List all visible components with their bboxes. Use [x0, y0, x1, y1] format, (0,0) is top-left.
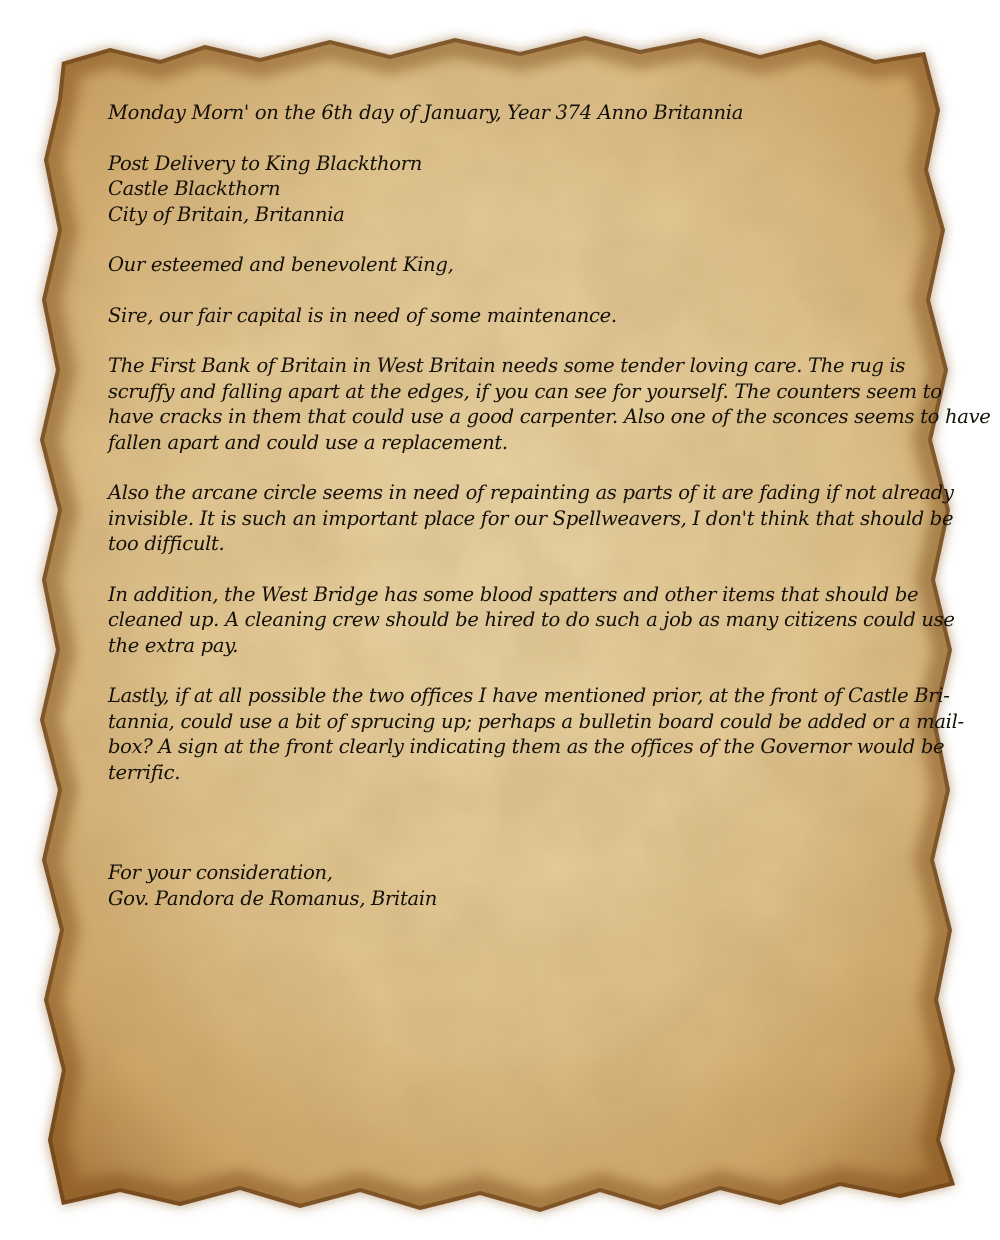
paragraph [108, 582, 955, 659]
spacer [108, 278, 898, 303]
signature: Gov. Pandora de Romanus, Britain [108, 886, 438, 910]
address-line: Castle Blackthorn [108, 177, 281, 200]
paragraph-line: box? A sign at the front clearly indicating them as the offices of the Governor would be [108, 735, 945, 758]
closing: For your consideration, [108, 861, 333, 884]
paragraph-line: The First Bank of Britain in West Britain needs some tender loving care. The rug is [108, 354, 906, 377]
paragraph [108, 303, 898, 329]
paragraph-line: tannia, could use a bit of sprucing up; perhaps a bulletin board could be added or a mail- [108, 709, 964, 733]
paragraph-line: invisible. It is such an important place for our Spellweavers, I don't think that should be [108, 506, 954, 530]
spacer [108, 227, 898, 252]
spacer [108, 126, 898, 151]
address-line: Post Delivery to King Blackthorn [108, 151, 423, 175]
salutation: Our esteemed and benevolent King, [108, 253, 454, 276]
paragraph-line: Sire, our fair capital is in need of some maintenance. [108, 303, 617, 327]
spacer [108, 835, 898, 860]
paragraph-line: Also the arcane circle seems in need of repainting as parts of it are fading if not already [108, 481, 954, 504]
spacer [108, 328, 898, 353]
closing-block [108, 860, 898, 911]
paragraph-line: too difficult. [108, 532, 225, 555]
spacer [108, 455, 898, 480]
paragraph [108, 353, 991, 455]
spacer [108, 658, 898, 683]
paragraph-line: fallen apart and could use a replacement. [108, 430, 508, 454]
paragraph-line: have cracks in them that could use a good carpenter. Also one of the sconces seems to have [108, 405, 991, 428]
paragraph [108, 683, 964, 785]
paragraph-line: terrific. [108, 760, 181, 784]
paragraph [108, 480, 954, 557]
paragraph-line: scruffy and falling apart at the edges, if you can see for yourself. The counters seem to [108, 379, 942, 403]
letter-body [108, 100, 991, 911]
paragraph-line: cleaned up. A cleaning crew should be hired to do such a job as many citizens could use [108, 608, 955, 631]
spacer [108, 557, 898, 582]
address-block [108, 151, 898, 228]
paragraph-line: In addition, the West Bridge has some blood spatters and other items that should be [108, 582, 919, 606]
address-line: City of Britain, Britannia [108, 202, 345, 226]
spacer [108, 785, 898, 835]
letter-date: Monday Morn' on the 6th day of January, Year 374 Anno Britannia [108, 101, 744, 124]
paragraph-line: the extra pay. [108, 633, 239, 657]
paragraph-line: Lastly, if at all possible the two offices I have mentioned prior, at the front of Castle Bri- [108, 684, 950, 707]
